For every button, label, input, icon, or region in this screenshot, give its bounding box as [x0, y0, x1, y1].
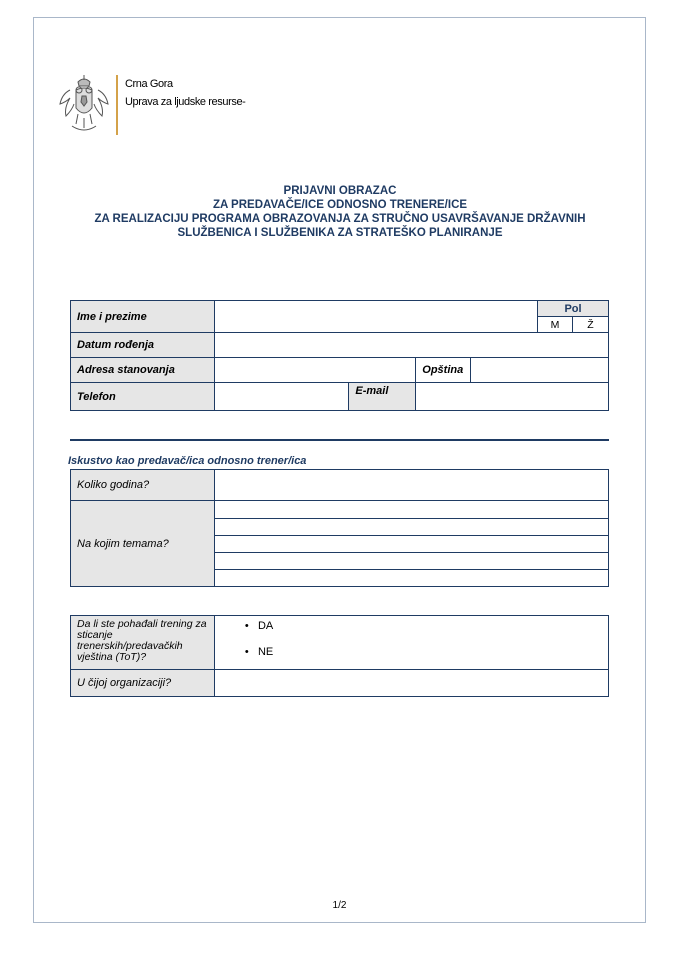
- form-title: PRIJAVNI OBRAZAC: [283, 185, 397, 197]
- topics-line[interactable]: [214, 570, 608, 587]
- header-divider: [116, 75, 118, 135]
- option-no-label: NE: [257, 646, 274, 658]
- name-label: Ime i prezime: [71, 301, 215, 333]
- gender-f-option[interactable]: Ž: [573, 317, 609, 333]
- municipality-label: Opština: [416, 358, 471, 383]
- phone-label: Telefon: [71, 383, 215, 411]
- topics-line[interactable]: [214, 501, 608, 519]
- bullet-icon: •: [244, 646, 258, 658]
- gender-header: Pol: [538, 301, 609, 317]
- experience-table: [70, 469, 609, 587]
- gender-m-option[interactable]: M: [538, 317, 573, 333]
- organization-field[interactable]: [214, 670, 608, 697]
- address-label: Adresa stanovanja: [71, 358, 215, 383]
- municipality-field[interactable]: [471, 358, 609, 383]
- bullet-icon: •: [244, 620, 258, 632]
- header-country: Crna Gora: [125, 78, 173, 90]
- email-field[interactable]: [416, 383, 609, 411]
- tot-question: Da li ste pohađali trening za sticanje trenerskih/predavačkih vještina (ToT)?: [71, 616, 215, 670]
- years-label: Koliko godina?: [71, 470, 215, 501]
- email-label: E-mail: [349, 383, 416, 411]
- option-yes-label: DA: [257, 620, 274, 632]
- organization-label: U čijoj organizaciji?: [71, 670, 215, 697]
- personal-data-table: [70, 300, 609, 411]
- topics-label: Na kojim temama?: [71, 501, 215, 587]
- years-field[interactable]: [214, 470, 608, 501]
- experience-section-title: Iskustvo kao predavač/ica odnosno trener/ica: [68, 455, 307, 467]
- topics-line[interactable]: [214, 553, 608, 570]
- address-field[interactable]: [214, 358, 416, 383]
- topics-line[interactable]: [214, 519, 608, 536]
- option-no[interactable]: [245, 646, 608, 658]
- section-divider: [70, 439, 609, 441]
- dob-field[interactable]: [214, 333, 608, 358]
- name-field[interactable]: [214, 301, 537, 333]
- header-agency: Uprava za ljudske resurse-: [125, 96, 246, 108]
- form-subtitle-2: ZA REALIZACIJU PROGRAMA OBRAZOVANJA ZA STRUČNO USAVRŠAVANJE DRŽAVNIH: [94, 213, 586, 225]
- phone-field[interactable]: [214, 383, 349, 411]
- option-yes[interactable]: [245, 620, 608, 646]
- form-subtitle-1: ZA PREDAVAČE/ICE ODNOSNO TRENERE/ICE: [212, 199, 468, 211]
- form-subtitle-3: SLUŽBENICA I SLUŽBENIKA ZA STRATEŠKO PLANIRANJE: [177, 227, 503, 239]
- page-number: 1/2: [332, 900, 347, 911]
- coat-of-arms-icon: [56, 74, 112, 136]
- topics-line[interactable]: [214, 536, 608, 553]
- dob-label: Datum rođenja: [71, 333, 215, 358]
- training-table: [70, 615, 609, 697]
